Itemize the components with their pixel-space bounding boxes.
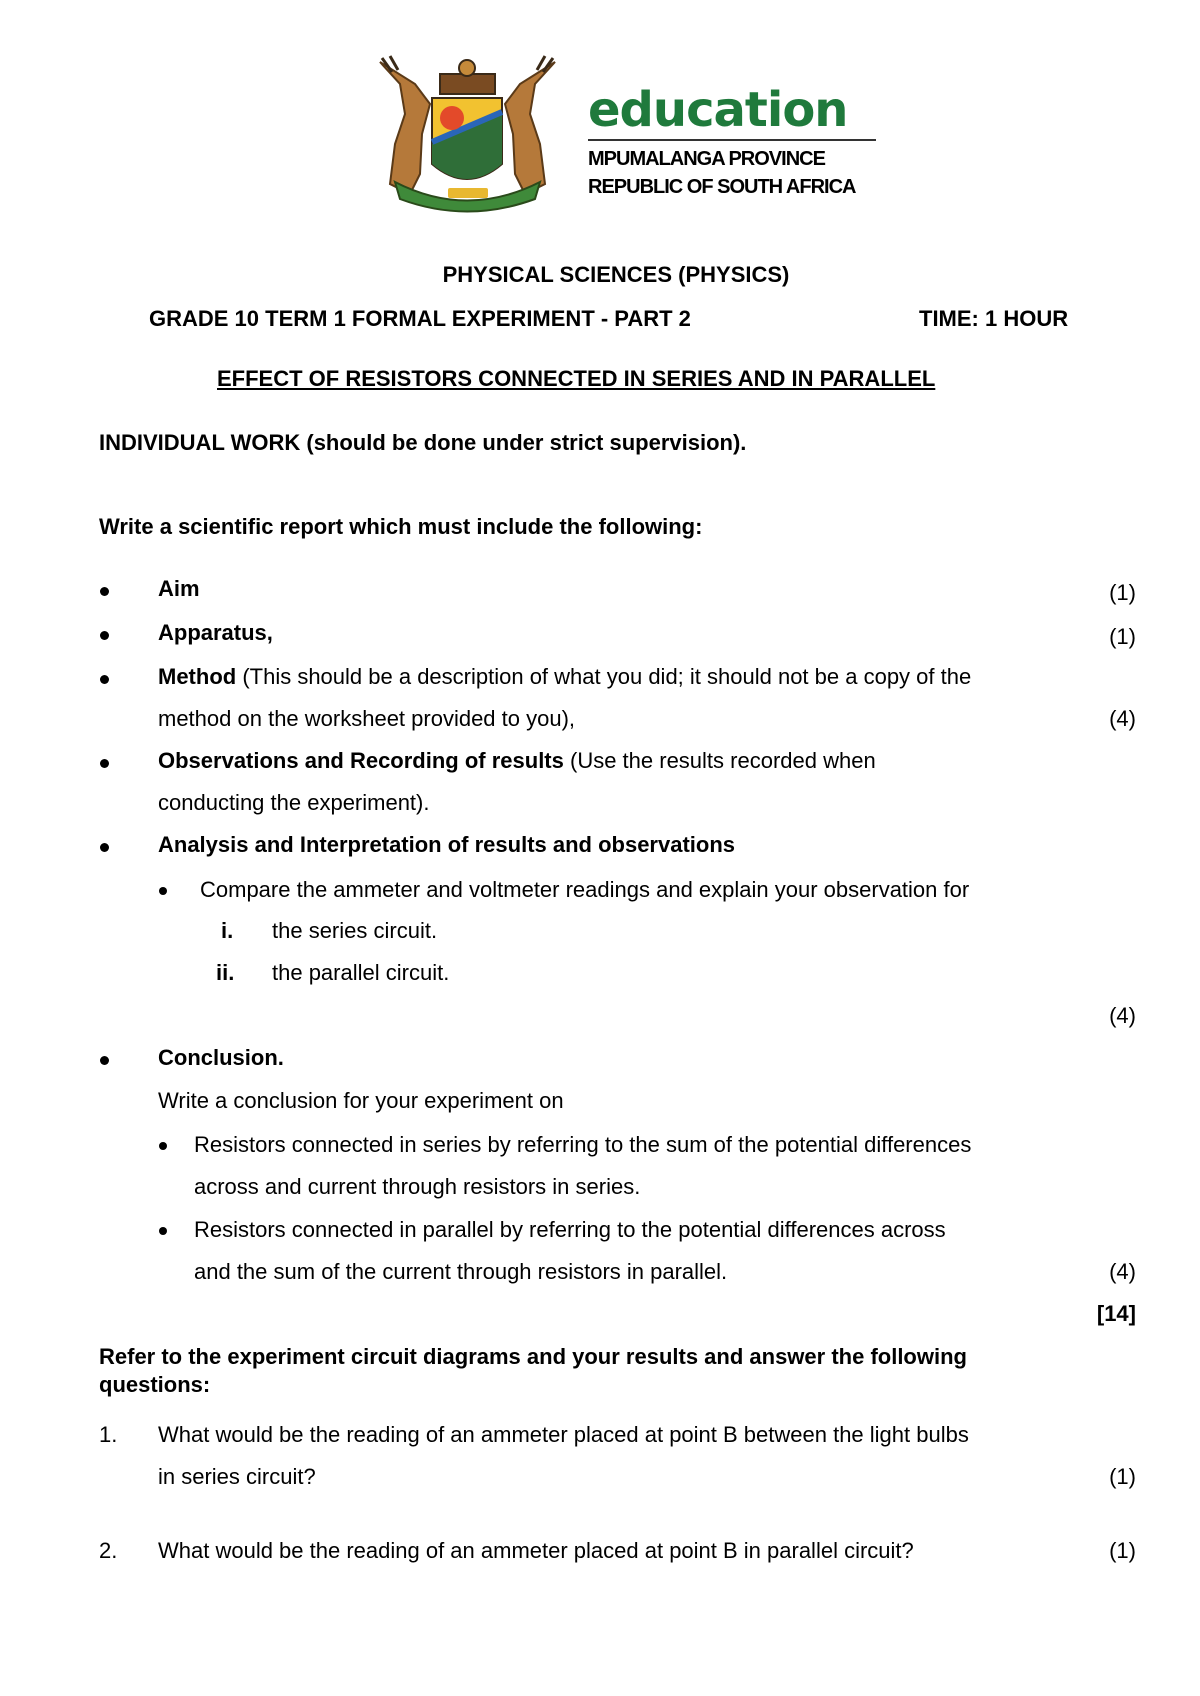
logo-country: REPUBLIC OF SOUTH AFRICA xyxy=(588,176,856,198)
item-observations-text: (Use the results recorded when xyxy=(563,748,876,773)
item-analysis: Analysis and Interpretation of results and observations xyxy=(158,832,736,857)
logo-province: MPUMALANGA PROVINCE xyxy=(588,148,825,170)
bullet xyxy=(100,631,109,640)
bullet xyxy=(100,1056,109,1065)
logo-divider xyxy=(588,139,876,141)
analysis-i-num: i. xyxy=(221,918,234,943)
sub-bullet xyxy=(159,887,167,895)
subject-heading: PHYSICAL SCIENCES (PHYSICS) xyxy=(442,262,790,287)
coat-of-arms xyxy=(360,54,575,214)
bullet xyxy=(100,587,109,596)
conclusion-b1-l2: across and current through resistors in series. xyxy=(194,1174,641,1199)
logo-word: education xyxy=(588,82,848,138)
questions-heading: Refer to the experiment circuit diagrams and your results and answer the following xyxy=(99,1344,967,1369)
mark-q2: (1) xyxy=(1109,1538,1136,1563)
item-method xyxy=(158,664,971,690)
q1-line1: What would be the reading of an ammeter placed at point B between the light bulbs xyxy=(158,1422,969,1447)
analysis-ii-num: ii. xyxy=(216,960,235,985)
sub-bullet xyxy=(159,1142,167,1150)
mark-total: [14] xyxy=(1096,1301,1136,1326)
item-apparatus: Apparatus, xyxy=(158,620,273,645)
report-intro: Write a scientific report which must include the following: xyxy=(99,514,703,539)
q1-line2: in series circuit? xyxy=(158,1464,316,1489)
item-method-text: (This should be a description of what you did; it should not be a copy of the xyxy=(236,664,972,689)
item-observations xyxy=(158,748,876,774)
mark-q1: (1) xyxy=(1109,1464,1136,1489)
mark-apparatus: (1) xyxy=(1109,624,1136,649)
q2-line1: What would be the reading of an ammeter placed at point B in parallel circuit? xyxy=(158,1538,914,1563)
item-method-label: Method xyxy=(158,664,237,689)
q1-number: 1. xyxy=(99,1422,118,1447)
conclusion-b2-l1: Resistors connected in parallel by referring to the potential differences across xyxy=(194,1217,946,1242)
time-label: TIME: 1 HOUR xyxy=(919,306,1069,331)
conclusion-b2-l2: and the sum of the current through resistors in parallel. xyxy=(194,1259,728,1284)
conclusion-intro: Write a conclusion for your experiment on xyxy=(158,1088,564,1113)
bullet xyxy=(100,675,109,684)
mark-method: (4) xyxy=(1109,706,1136,731)
grade-line: GRADE 10 TERM 1 FORMAL EXPERIMENT - PART 2 xyxy=(149,306,691,331)
item-observations-label: Observations and Recording of results xyxy=(158,748,564,773)
item-method-line2: method on the worksheet provided to you), xyxy=(158,706,576,731)
analysis-i-text: the series circuit. xyxy=(272,918,438,943)
conclusion-b1-l1: Resistors connected in series by referring to the sum of the potential differences xyxy=(194,1132,972,1157)
mark-analysis: (4) xyxy=(1109,1003,1136,1028)
item-conclusion: Conclusion. xyxy=(158,1045,284,1070)
individual-work: INDIVIDUAL WORK (should be done under strict supervision). xyxy=(99,430,747,455)
analysis-ii-text: the parallel circuit. xyxy=(272,960,450,985)
document-title: EFFECT OF RESISTORS CONNECTED IN SERIES AND IN PARALLEL xyxy=(217,366,936,391)
mark-aim: (1) xyxy=(1109,580,1136,605)
analysis-sub: Compare the ammeter and voltmeter readings and explain your observation for xyxy=(200,877,970,902)
mark-conclusion: (4) xyxy=(1109,1259,1136,1284)
item-aim: Aim xyxy=(158,576,200,601)
bullet xyxy=(100,843,109,852)
questions-heading-l2: questions: xyxy=(99,1372,211,1397)
bullet xyxy=(100,759,109,768)
item-observations-line2: conducting the experiment). xyxy=(158,790,430,815)
q2-number: 2. xyxy=(99,1538,118,1563)
sub-bullet xyxy=(159,1227,167,1235)
